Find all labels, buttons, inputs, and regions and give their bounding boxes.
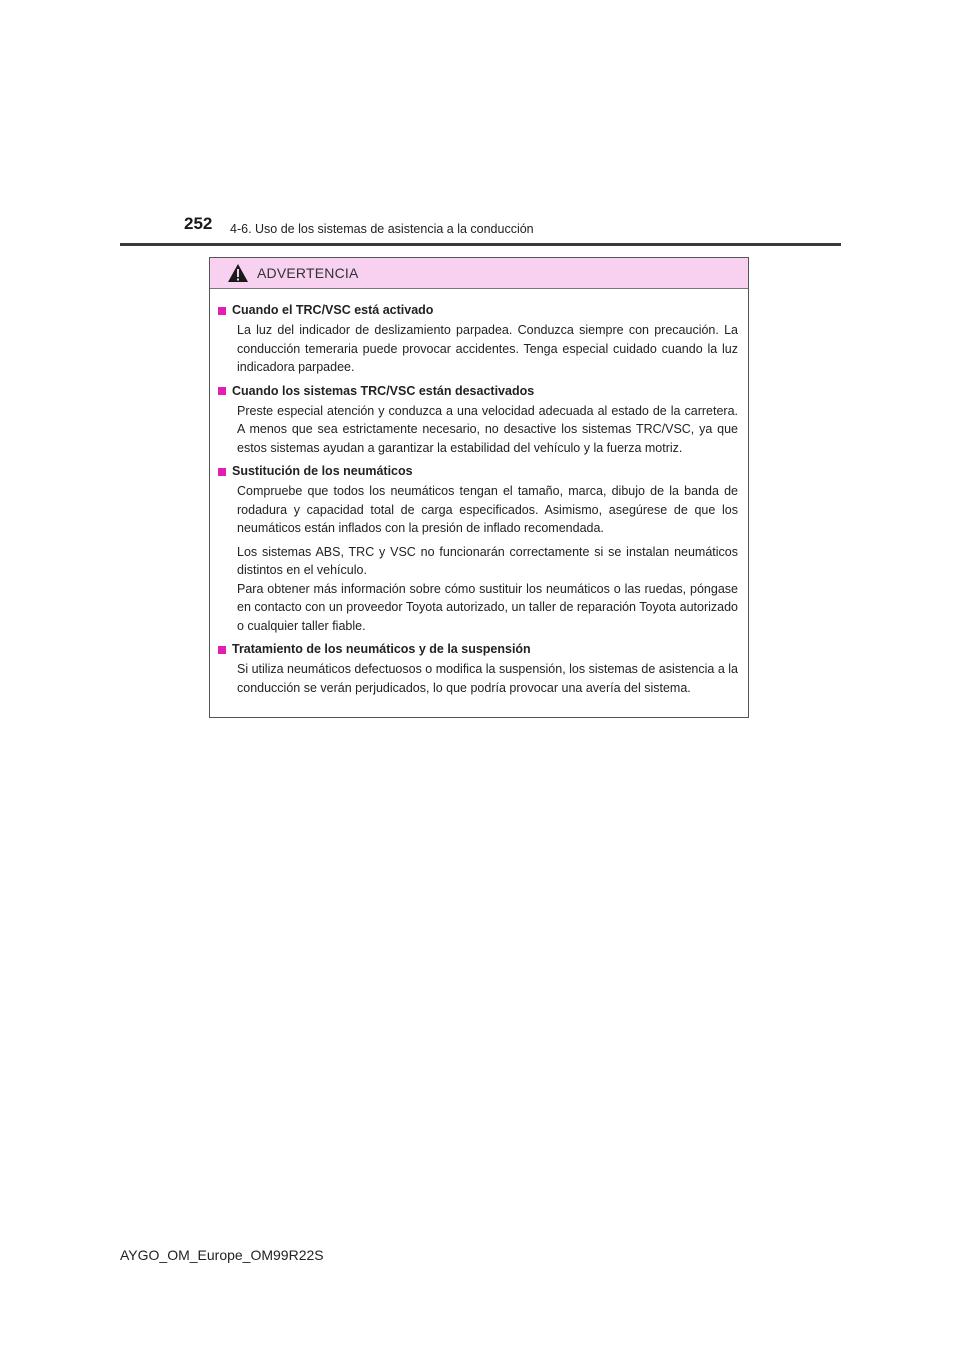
bullet-square-icon — [218, 646, 226, 654]
item-heading — [218, 383, 738, 400]
warning-box — [209, 257, 749, 718]
section-title: 4-6. Uso de los sistemas de asistencia a la conducción — [230, 222, 534, 236]
item-heading-text: Tratamiento de los neumáticos y de la suspensión — [232, 642, 531, 656]
warning-triangle-icon — [227, 263, 249, 283]
warning-item — [218, 463, 738, 635]
item-paragraph — [237, 543, 738, 636]
bullet-square-icon — [218, 468, 226, 476]
item-paragraph: Si utiliza neumáticos defectuosos o modifica la suspensión, los sistemas de asistencia a la conducción se verán perjudicados, lo que podría provocar una avería del sistema. — [237, 662, 738, 695]
item-heading-text: Cuando el TRC/VSC está activado — [232, 303, 434, 317]
item-heading-text: Cuando los sistemas TRC/VSC están desactivados — [232, 383, 535, 398]
item-heading — [218, 641, 738, 658]
item-paragraph: La luz del indicador de deslizamiento parpadea. Conduzca siempre con precaución. La conducción temeraria puede provocar accidentes. Tenga especial cuidado cuando la luz indicadora parpadee. — [237, 323, 738, 374]
paragraph-line: Para obtener más información sobre cómo sustituir los neumáticos o las ruedas, póngase en contacto con un proveedor Toyota autorizado, un taller de reparación Toyota autorizado o cualquier taller fiable. — [237, 581, 738, 633]
bullet-square-icon — [218, 387, 226, 395]
bullet-square-icon — [218, 307, 226, 315]
item-paragraph: Compruebe que todos los neumáticos tengan el tamaño, marca, dibujo de la banda de rodadura y capacidad total de carga especificados. Asimismo, asegúrese de que los neumáticos están inflados con la presión de inflado recomendada. — [237, 484, 738, 535]
warning-item — [218, 302, 738, 377]
item-heading — [218, 463, 738, 480]
item-heading — [218, 302, 738, 319]
item-heading-text: Sustitución de los neumáticos — [232, 464, 413, 478]
page-number: 252 — [184, 214, 213, 233]
paragraph-line: Los sistemas ABS, TRC y VSC no funcionarán correctamente si se instalan neumáticos distintos en el vehículo. — [237, 544, 738, 577]
warning-label: ADVERTENCIA — [257, 265, 359, 281]
warning-item — [218, 383, 738, 458]
warning-body — [210, 289, 748, 717]
item-paragraph: Preste especial atención y conduzca a una velocidad adecuada al estado de la carretera. A menos que sea estrictamente necesario, no desactive los sistemas TRC/VSC, ya que estos sistemas ayudan a garantizar la estabilidad del vehículo y la fuerza motriz. — [237, 403, 738, 455]
header-rule — [120, 243, 841, 246]
document-code: AYGO_OM_Europe_OM99R22S — [120, 1247, 324, 1263]
warning-item — [218, 641, 738, 697]
warning-header — [210, 258, 748, 289]
